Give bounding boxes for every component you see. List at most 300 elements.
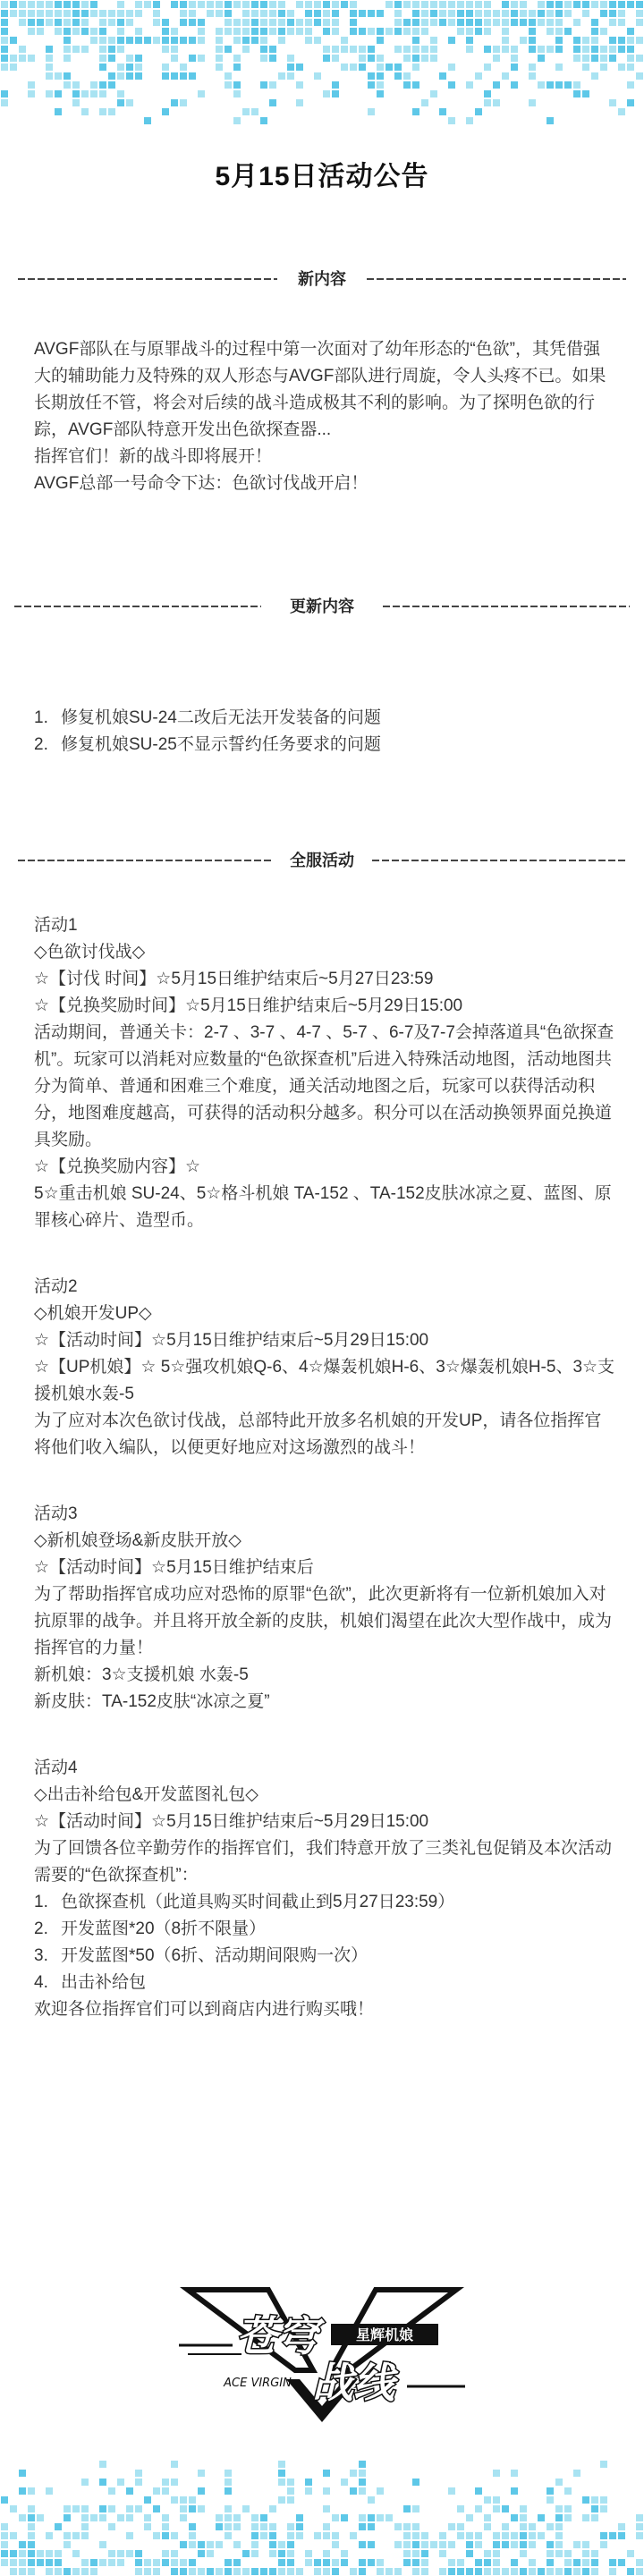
pixel-square [90, 10, 97, 17]
pixel-square [135, 2479, 142, 2486]
pixel-square [618, 1, 625, 8]
pixel-square [10, 2532, 17, 2539]
pixel-square [251, 2523, 258, 2530]
new-content-paragraph: AVGF部队在与原罪战斗的过程中第一次面对了幼年形态的“色欲”，其凭借强大的辅助能力及特殊的双人形态与AVGF部队进行周旋，令人头疼不已。如果长期放任不管，将会对后续的战斗造成极其不利的影响。为了探明色欲的行踪，AVGF部队特意开发出色欲探查器... [34, 340, 606, 439]
pixel-square [448, 37, 455, 44]
pixel-square [117, 2550, 124, 2557]
pixel-square [341, 2479, 348, 2486]
pixel-square [278, 2559, 285, 2566]
pixel-square [511, 2514, 518, 2521]
pixel-square [287, 19, 294, 26]
pixel-square [359, 2568, 366, 2575]
pixel-square [439, 72, 446, 80]
pixel-square [10, 2568, 17, 2575]
pixel-square [287, 2568, 294, 2575]
pixel-square [421, 2550, 428, 2557]
pixel-square [412, 2541, 419, 2548]
pixel-square [448, 2541, 455, 2548]
pixel-square [341, 1, 348, 8]
pixel-square [216, 2514, 223, 2521]
pixel-square [332, 2568, 339, 2575]
pixel-square [475, 2541, 482, 2548]
pixel-square [439, 2532, 446, 2539]
pixel-square [636, 1, 643, 8]
pixel-square [332, 2559, 339, 2566]
pixel-square [260, 81, 267, 89]
logo-sub-text: 星辉机娘 [355, 2326, 414, 2343]
pixel-square [1, 37, 8, 44]
pixel-square [368, 46, 375, 53]
pixel-square [269, 99, 276, 106]
pixel-square [296, 64, 303, 71]
pixel-square [591, 2568, 598, 2575]
pixel-square [216, 2568, 223, 2575]
pixel-square [314, 10, 321, 17]
pixel-square [296, 81, 303, 89]
pixel-square [591, 46, 598, 53]
pixel-square [10, 1, 17, 8]
pixel-square [108, 2487, 115, 2495]
pixel-square [332, 10, 339, 17]
event1-description: 活动期间，普通关卡：2-7 、3-7 、4-7 、5-7 、6-7及7-7会掉落道具“色欲探查机”。玩家可以消耗对应数量的“色欲探查机”后进入特殊活动地图，活动地图共分为简单、普通和困难三个难度，通关活动地图之后，玩家可以获得活动积分，地图难度越高，可获得的活动积分越多。积分可以在活动换领界面兑换道具奖励。 [34, 1023, 614, 1149]
pixel-square [198, 2470, 205, 2477]
pixel-square [547, 2550, 554, 2557]
pixel-square [117, 2514, 124, 2521]
pixel-square [126, 2514, 133, 2521]
pixel-square [99, 90, 106, 97]
pixel-square [99, 37, 106, 44]
pixel-square [529, 2532, 536, 2539]
pixel-square [609, 19, 616, 26]
pixel-square [72, 2568, 80, 2575]
pixel-square [64, 37, 71, 44]
page-title: 5月15日活动公告 [215, 162, 429, 191]
pixel-square [171, 99, 178, 106]
pixel-square [412, 2479, 419, 2486]
pixel-square [591, 2514, 598, 2521]
pixel-square [377, 90, 384, 97]
pixel-square [591, 2496, 598, 2504]
pixel-square [502, 28, 509, 35]
pixel-square [19, 2559, 26, 2566]
pixel-square [439, 19, 446, 26]
pixel-square [314, 1, 321, 8]
pixel-square [359, 10, 366, 17]
pixel-square [582, 37, 589, 44]
pixel-square [126, 72, 133, 80]
pixel-square [10, 2559, 17, 2566]
pixel-square [582, 55, 589, 62]
pixel-square [493, 46, 500, 53]
pixel-square [430, 19, 437, 26]
pixel-square [448, 81, 455, 89]
bottom-pixel-decoration [0, 2451, 644, 2576]
event3-time: ☆【活动时间】☆5月15日维护结束后 [34, 1558, 314, 1577]
pixel-square [278, 1, 285, 8]
pixel-square [171, 2461, 178, 2468]
pixel-square [180, 64, 187, 71]
pixel-square [117, 64, 124, 71]
pixel-square [64, 2541, 71, 2548]
pixel-square [403, 2550, 411, 2557]
pixel-square [403, 28, 411, 35]
pixel-square [126, 99, 133, 106]
pixel-square [538, 2514, 545, 2521]
pixel-square [484, 2514, 491, 2521]
pixel-square [511, 2470, 518, 2477]
pixel-square [189, 2505, 196, 2512]
pixel-square [511, 1, 518, 8]
pixel-square [573, 19, 580, 26]
pixel-square [582, 2550, 589, 2557]
pixel-square [538, 81, 545, 89]
pixel-square [350, 46, 357, 53]
pixel-square [332, 19, 339, 26]
pixel-square [502, 2532, 509, 2539]
pixel-square [457, 19, 464, 26]
pixel-square [1, 2559, 8, 2566]
pixel-square [180, 1, 187, 8]
pixel-square [225, 81, 232, 89]
pixel-square [386, 1, 393, 8]
pixel-square [448, 1, 455, 8]
pixel-square [269, 2568, 276, 2575]
pixel-square [1, 46, 8, 53]
pixel-square [19, 10, 26, 17]
pixel-square [618, 2532, 625, 2539]
pixel-square [108, 46, 115, 53]
pixel-square [99, 28, 106, 35]
pixel-square [582, 2559, 589, 2566]
pixel-square [314, 37, 321, 44]
pixel-square [529, 19, 536, 26]
pixel-square [37, 2514, 44, 2521]
pixel-square [126, 2505, 133, 2512]
pixel-square [582, 2496, 589, 2504]
pixel-square [475, 72, 482, 80]
pixel-square [108, 81, 115, 89]
pixel-square [341, 2550, 348, 2557]
pixel-square [135, 72, 142, 80]
pixel-square [81, 2523, 89, 2530]
pixel-square [260, 10, 267, 17]
pixel-square [225, 2559, 232, 2566]
pixel-square [126, 10, 133, 17]
section-heading-update: 更新内容 [290, 597, 354, 615]
pixel-square [216, 2541, 223, 2548]
pixel-square [564, 1, 572, 8]
pixel-square [520, 19, 527, 26]
pixel-square [564, 2505, 572, 2512]
pixel-square [1, 90, 8, 97]
pixel-square [555, 2523, 563, 2530]
pixel-square [636, 2514, 643, 2521]
pixel-square [64, 28, 71, 35]
pixel-square [72, 2505, 80, 2512]
pixel-square [323, 90, 330, 97]
pixel-square [162, 72, 169, 80]
pixel-square [359, 2559, 366, 2566]
pixel-square [305, 19, 312, 26]
pixel-square [99, 2479, 106, 2486]
pixel-square [117, 10, 124, 17]
pixel-square [99, 2514, 106, 2521]
pixel-square [81, 2559, 89, 2566]
pixel-square [591, 28, 598, 35]
pixel-square [323, 2568, 330, 2575]
event2-description: 为了应对本次色欲讨伐战，总部特此开放多名机娘的开发UP，请各位指挥官将他们收入编队，以便更好地应对这场激烈的战斗！ [34, 1411, 602, 1457]
pixel-square [19, 2541, 26, 2548]
pixel-square [269, 55, 276, 62]
pixel-square [636, 2532, 643, 2539]
pixel-square [99, 64, 106, 71]
pixel-square [582, 2514, 589, 2521]
pixel-square [520, 37, 527, 44]
pixel-square [117, 99, 124, 106]
pixel-square [171, 37, 178, 44]
pixel-square [251, 28, 258, 35]
pixel-square [582, 10, 589, 17]
pixel-square [359, 2514, 366, 2521]
pixel-square [386, 64, 393, 71]
pixel-square [251, 10, 258, 17]
pixel-square [600, 2541, 607, 2548]
pixel-square [484, 2550, 491, 2557]
pixel-square [28, 2523, 35, 2530]
pixel-square [457, 2559, 464, 2566]
pixel-square [547, 1, 554, 8]
pixel-square [636, 10, 643, 17]
pixel-square [538, 19, 545, 26]
pixel-square [171, 28, 178, 35]
pixel-square [412, 19, 419, 26]
pixel-square [493, 99, 500, 106]
pixel-square [64, 1, 71, 8]
pixel-square [144, 2559, 151, 2566]
pixel-square [81, 28, 89, 35]
pixel-square [377, 2514, 384, 2521]
pixel-square [162, 108, 169, 115]
pixel-square [108, 108, 115, 115]
pixel-square [511, 2532, 518, 2539]
pixel-square [278, 2541, 285, 2548]
pixel-square [28, 2550, 35, 2557]
pixel-square [359, 64, 366, 71]
pixel-square [81, 1, 89, 8]
pixel-square [225, 2514, 232, 2521]
pixel-square [207, 2550, 214, 2557]
pixel-square [117, 28, 124, 35]
pixel-square [475, 19, 482, 26]
pixel-square [475, 108, 482, 115]
pixel-square [323, 10, 330, 17]
pixel-square [618, 19, 625, 26]
pixel-square [484, 90, 491, 97]
pixel-square [260, 55, 267, 62]
event2-time: ☆【活动时间】☆5月15日维护结束后~5月29日15:00 [34, 1331, 429, 1350]
pixel-square [72, 28, 80, 35]
pixel-square [314, 2532, 321, 2539]
pixel-square [484, 2559, 491, 2566]
pixel-square [555, 1, 563, 8]
pixel-square [144, 2496, 151, 2504]
pixel-square [618, 2523, 625, 2530]
pixel-square [269, 28, 276, 35]
pixel-square [225, 46, 232, 53]
pixel-square [573, 1, 580, 8]
pixel-square [573, 37, 580, 44]
pixel-square [439, 2541, 446, 2548]
pixel-square [403, 2523, 411, 2530]
pixel-square [46, 1, 53, 8]
pixel-square [171, 2479, 178, 2486]
pixel-square [609, 46, 616, 53]
pixel-square [377, 72, 384, 80]
pixel-square [538, 55, 545, 62]
pixel-square [171, 46, 178, 53]
pixel-square [609, 10, 616, 17]
pixel-square [475, 2487, 482, 2495]
pixel-square [55, 19, 62, 26]
pixel-square [636, 2568, 643, 2575]
pixel-square [153, 37, 160, 44]
pixel-square [28, 2505, 35, 2512]
pixel-square [108, 2523, 115, 2530]
pixel-square [46, 72, 53, 80]
pixel-square [296, 2568, 303, 2575]
section-divider-events [18, 850, 626, 871]
pixel-square [529, 2568, 536, 2575]
pixel-square [10, 55, 17, 62]
pixel-square [242, 19, 250, 26]
pixel-square [28, 2514, 35, 2521]
event1-time: ☆【讨伐 时间】☆5月15日维护结束后~5月27日23:59 [34, 970, 434, 988]
pixel-square [90, 81, 97, 89]
pixel-square [37, 1, 44, 8]
pixel-square [412, 28, 419, 35]
pixel-square [278, 37, 285, 44]
pixel-square [180, 2568, 187, 2575]
pixel-square [412, 2523, 419, 2530]
pixel-square [493, 2496, 500, 2504]
pixel-square [287, 55, 294, 62]
pixel-square [350, 19, 357, 26]
pixel-square [511, 10, 518, 17]
pixel-square [359, 2487, 366, 2495]
pixel-square [225, 2532, 232, 2539]
pixel-square [591, 72, 598, 80]
pixel-square [180, 19, 187, 26]
section-heading-new: 新内容 [298, 270, 346, 288]
pixel-square [439, 2568, 446, 2575]
pixel-square [251, 19, 258, 26]
event4-name: 活动4 [34, 1758, 78, 1777]
pixel-square [502, 10, 509, 17]
pixel-square [198, 90, 205, 97]
pixel-square [555, 2532, 563, 2539]
pixel-square [636, 55, 643, 62]
pixel-square [233, 55, 241, 62]
pixel-square [394, 46, 402, 53]
pixel-square [466, 10, 473, 17]
event3-new-skin: 新皮肤：TA-152皮肤“冰凉之夏” [34, 1692, 270, 1711]
pixel-square [493, 2532, 500, 2539]
pixel-square [547, 10, 554, 17]
pixel-square [555, 64, 563, 71]
pixel-square [296, 2514, 303, 2521]
pixel-square [287, 2496, 294, 2504]
pixel-square [81, 108, 89, 115]
pixel-square [278, 2479, 285, 2486]
pixel-square [332, 81, 339, 89]
pixel-square [144, 2514, 151, 2521]
pixel-square [314, 72, 321, 80]
pixel-square [591, 2559, 598, 2566]
pixel-square [99, 19, 106, 26]
event4-closing: 欢迎各位指挥官们可以到商店内进行购买哦！ [34, 2000, 375, 2019]
pixel-square [529, 28, 536, 35]
pixel-square [37, 2559, 44, 2566]
top-pixel-decoration [0, 0, 644, 125]
pixel-square [332, 2532, 339, 2539]
pixel-square [573, 2470, 580, 2477]
pixel-square [377, 81, 384, 89]
pixel-square [207, 1, 214, 8]
pixel-square [502, 46, 509, 53]
pixel-square [278, 28, 285, 35]
pixel-square [162, 2487, 169, 2495]
pixel-square [216, 2523, 223, 2530]
event1-name: 活动1 [34, 916, 78, 935]
pixel-square [529, 99, 536, 106]
pixel-square [233, 1, 241, 8]
pixel-square [251, 2532, 258, 2539]
pixel-square [81, 90, 89, 97]
pixel-square [81, 10, 89, 17]
pixel-square [189, 2496, 196, 2504]
pixel-square [72, 81, 80, 89]
pixel-square [72, 2550, 80, 2557]
pixel-square [81, 19, 89, 26]
pixel-square [296, 99, 303, 106]
pixel-square [260, 117, 267, 124]
pixel-square [475, 2532, 482, 2539]
pixel-square [520, 2505, 527, 2512]
pixel-square [225, 10, 232, 17]
pixel-square [198, 37, 205, 44]
pixel-square [636, 72, 643, 80]
pixel-square [394, 28, 402, 35]
pixel-square [493, 10, 500, 17]
pixel-square [421, 46, 428, 53]
pixel-square [171, 2559, 178, 2566]
pixel-square [287, 2550, 294, 2557]
pixel-square [484, 28, 491, 35]
pixel-square [359, 55, 366, 62]
events-body [34, 912, 615, 2023]
pixel-square [269, 1, 276, 8]
pixel-square [368, 55, 375, 62]
pixel-square [180, 37, 187, 44]
pixel-square [46, 19, 53, 26]
pixel-square [46, 46, 53, 53]
pixel-square [394, 19, 402, 26]
pixel-square [323, 46, 330, 53]
pixel-square [484, 64, 491, 71]
pixel-square [323, 19, 330, 26]
pixel-square [475, 2559, 482, 2566]
pixel-square [547, 19, 554, 26]
